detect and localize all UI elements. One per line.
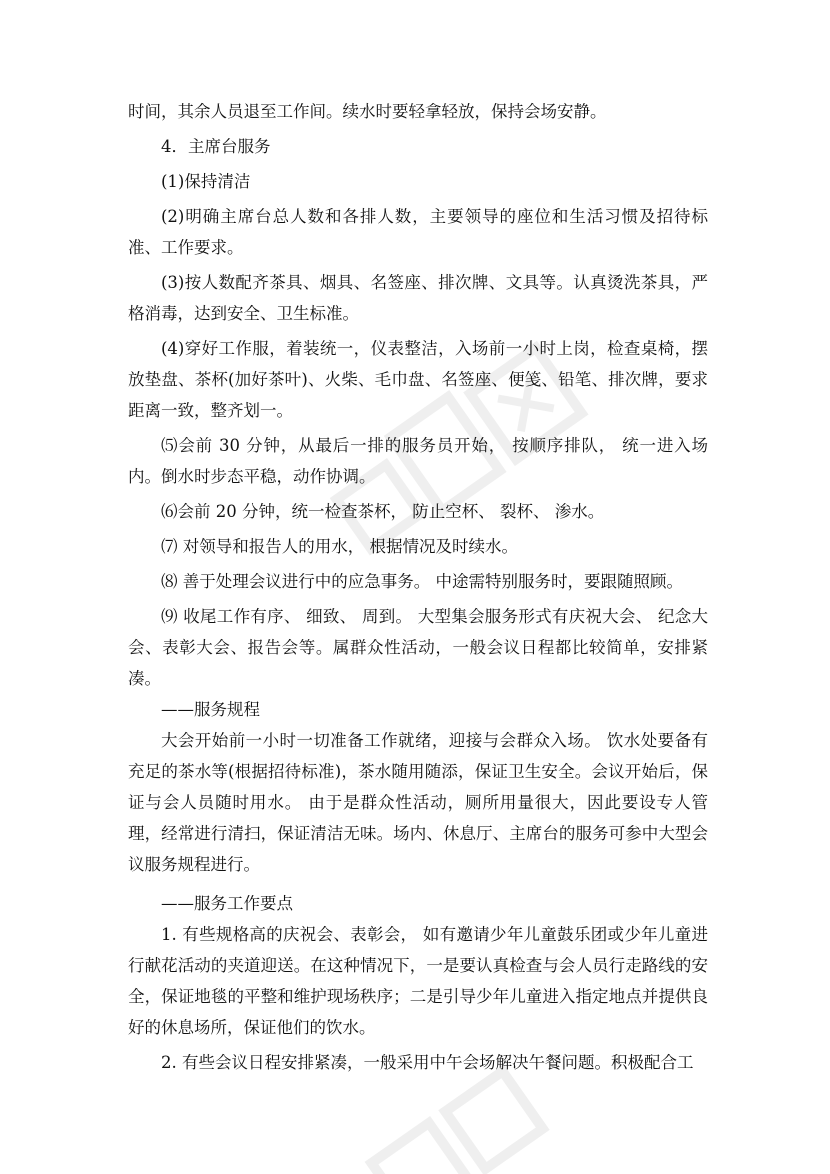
point-item-1: 1. 有些规格高的庆祝会、表彰会， 如有邀请少年儿童鼓乐团或少年儿童进行献花活动的夹道迎送。在这种情况下，一是要认真检查与会人员行走路线的安全，保证地毯的平整和维护现场秩序；二是引导少年儿童进入指定地点并提供良好的休息场所，保证他们的饮水。 — [128, 925, 708, 1037]
section-heading-podium-service: 4．主席台服务 — [161, 137, 271, 156]
list-item-7: ⑺ 对领导和报告人的用水， 根据情况及时续水。 — [161, 537, 518, 556]
list-item-3: (3)按人数配齐茶具、烟具、名签座、排次牌、文具等。认真烫洗茶具，严格消毒，达到安全、卫生标准。 — [128, 273, 708, 323]
paragraph-service-procedure: 大会开始前一小时一切准备工作就绪，迎接与会群众入场。 饮水处要备有充足的茶水等(根据招待标准)，茶水随用随添，保证卫生安全。会议开始后，保证与会人员随时用水。 由于是群众性活动，厕所用量很大，因此要设专人管理，经常进行清扫，保证清洁无味。场内、休息厅、主席台的服务可参中大型会议服务规程进行。 — [128, 731, 708, 874]
paragraph-continuation: 时间，其余人员退至工作间。续水时要轻拿轻放，保持会场安静。 — [128, 102, 607, 121]
section-heading-service-procedure: ——服务规程 — [161, 700, 260, 719]
list-item-8: ⑻ 善于处理会议进行中的应急事务。 中途需特别服务时，要跟随照顾。 — [161, 572, 683, 591]
list-item-6: ⑹会前 20 分钟，统一检查茶杯， 防止空杯、 裂杯、 渗水。 — [161, 502, 605, 521]
list-item-4: (4)穿好工作服，着装统一，仪表整洁，入场前一小时上岗，检查桌椅，摆放垫盘、茶杯(加好茶叶)、火柴、毛巾盘、名签座、便笺、铅笔、排次牌，要求距离一致，整齐划一。 — [128, 339, 708, 420]
list-item-5: ⑸会前 30 分钟，从最后一排的服务员开始， 按顺序排队， 统一进入场内。倒水时步态平稳，动作协调。 — [128, 436, 708, 486]
list-item-2: (2)明确主席台总人数和各排人数，主要领导的座位和生活习惯及招待标准、工作要求。 — [128, 207, 708, 257]
section-heading-service-points: ——服务工作要点 — [161, 894, 293, 913]
point-item-2: 2. 有些会议日程安排紧凑，一般采用中午会场解决午餐问题。积极配合工 — [161, 1053, 694, 1072]
list-item-1: (1)保持清洁 — [161, 172, 251, 191]
document-body — [128, 96, 708, 1078]
list-item-9: ⑼ 收尾工作有序、 细致、 周到。 大型集会服务形式有庆祝大会、 纪念大会、表彰大会、报告会等。属群众性活动，一般会议日程都比较简单，安排紧凑。 — [128, 607, 708, 688]
